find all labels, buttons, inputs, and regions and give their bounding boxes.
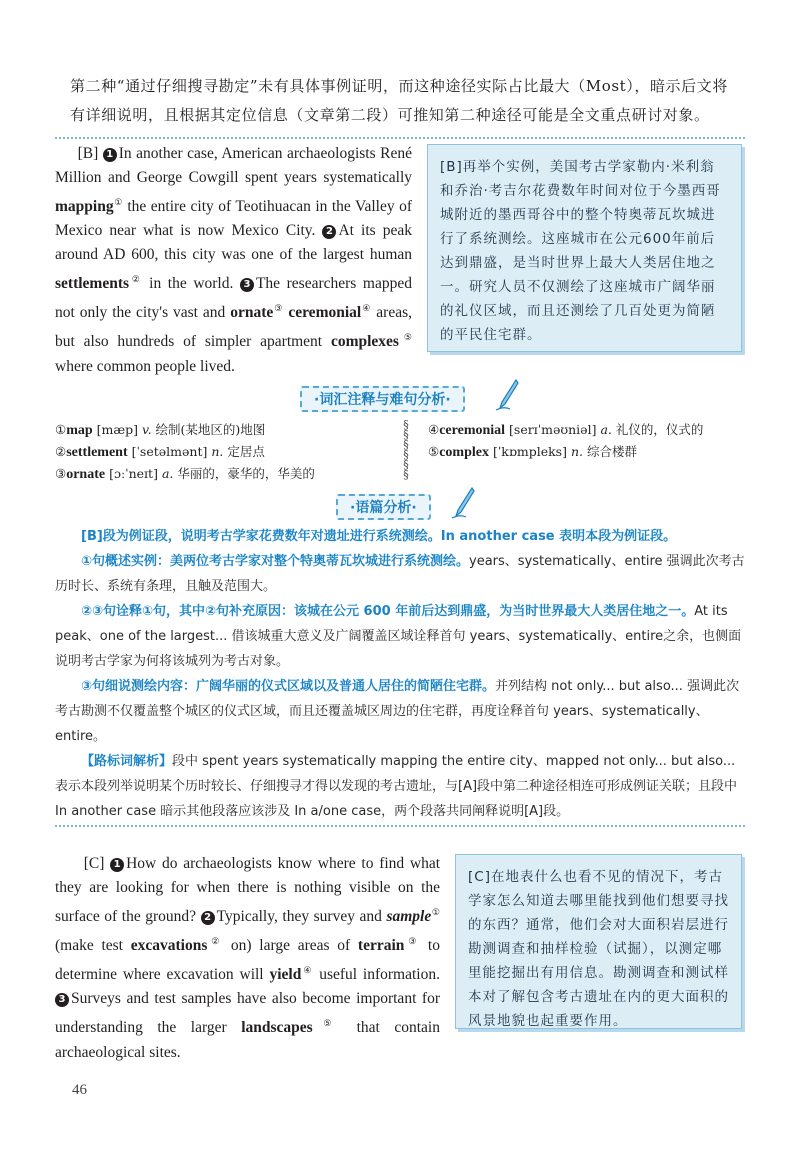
keyword: complexes <box>330 333 399 351</box>
vocab-item: ④ceremonial [serɪˈməʊniəl] a. 礼仪的，仪式的 <box>428 422 704 438</box>
paragraph-label: [B] <box>77 145 99 162</box>
keyword: settlements <box>55 275 130 293</box>
keyword: ornate <box>230 304 274 322</box>
sentence-number: 2 <box>322 225 336 239</box>
pen-icon <box>450 486 476 520</box>
keyword: landscapes <box>241 1019 313 1037</box>
sentence-number: 3 <box>55 993 69 1007</box>
pen-icon <box>494 378 520 412</box>
page-number: 46 <box>72 1082 87 1098</box>
keyword: terrain <box>357 937 405 955</box>
discourse-analysis: [B]段为例证段，说明考古学家花费数年对遗址进行系统测绘。In another case 表明本段为例证段。 ①句概述实例：美两位考古学家对整个特奥蒂瓦坎城进行系统测绘。years、systematically、entire 强调此次考古历时长、系统有条理，且触及范围大。 ②③句诠释①句，其中②句补充原因：该城在公元 600 年前后达到鼎盛，为当时世界最大人类居住地之一。At its peak、one of the largest... 借该城重大意义及广阔覆盖区域诠释首句 years、systematically、entire之余，也侧面说明考古学家为何将该城列为考古对象。 ③句细说测绘内容：广阔华丽的仪式区域以及普通人居住的简陋住宅群。并列结构 not only... but also... 强调此次考古勘测不仅覆盖整个城区的仪式区域，而且还覆盖城区周边的住宅群，再度诠释首句 years、systematically、entire。 【路标词解析】段中 spent years systematically mapping the entire city、mapped not only... but also... 表示本段列举说明某个历时较长、仔细搜寻才得以发现的考古遗址，与[A]段中第二种途径相连可形成例证关联；且段中 In another case 暗示其他段落应该涉及 In a/one case，两个段落共同阐释说明[A]段。 <box>55 529 745 819</box>
keyword: mapping <box>55 198 114 216</box>
vocab-item: ⑤complex [ˈkɒmpleks] n. 综合楼群 <box>428 444 637 460</box>
passage-c-english: [C] 1 How do archaeologists know where to find what they are looking for when there is nothing visible on the surface of the ground? 2 Typically, they survey and sample① (make test excavations② on) large areas of terrain③ to determine where excavation will yield④ useful information. 3 Surveys and test samples have also become important for understanding the larger landscapes⑤ that contain archaeological sites. <box>55 855 441 1061</box>
paragraph-label: [C] <box>83 855 105 872</box>
sentence-number: 3 <box>240 278 254 292</box>
keyword: ceremonial <box>288 304 362 322</box>
intro-paragraph: 第二种“通过仔细搜寻勘定”未有具体事例证明，而这种途径实际占比最大（Most），暗示后文将有详细说明，且根据其定位信息（文章第二段）可推知第二种途径可能是全文重点研讨对象。 <box>70 77 728 124</box>
divider <box>55 137 745 139</box>
vocab-section-header: ·词汇注释与难句分析· <box>300 386 465 412</box>
divider <box>55 825 745 827</box>
keyword: excavations <box>130 937 208 955</box>
column-separator: § § § § § § <box>403 418 409 481</box>
vocab-list-right <box>428 419 748 463</box>
passage-b-translation: [B]再举个实例，美国考古学家勒内·米利翁和乔治·考吉尔花费数年时间对位于今墨西哥城附近的墨西哥谷中的整个特奥蒂瓦坎城进行了系统测绘。这座城市在公元600年前后达到鼎盛，是当时世界上最大人类居住地之一。研究人员不仅测绘了这座城市广阔华丽的礼仪区域，而且还测绘了几百处更为简陋的平民住宅群。 <box>427 144 742 352</box>
keyword: sample <box>386 908 432 926</box>
passage-b-english: [B] 1 In another case, American archaeologists René Million and George Cowgill spent years systematically mapping① the entire city of Teotihuacan in the Valley of Mexico near what is now Mexico City. 2 At its peak around AD 600, this city was one of the largest human settlements② in the world. 3 The researchers mapped not only the city's vast and ornate③ ceremonial④ areas, but also hundreds of simpler apartment complexes⑤ where common people lived. <box>55 145 413 375</box>
vocab-item: ①map [mæp] v. 绘制(某地区的)地图 <box>55 422 266 438</box>
vocab-item: ②settlement [ˈsetəlmənt] n. 定居点 <box>55 444 265 460</box>
vocab-list-left <box>55 419 395 485</box>
passage-c-translation: [C]在地表什么也看不见的情况下，考古学家怎么知道去哪里能找到他们想要寻找的东西？通常，他们会对大面积岩层进行勘测调查和抽样检验（试掘），以测定哪里能挖掘出有用信息。勘测调查和测试样本对了解包含考古遗址在内的更大面积的风景地貌也起重要作用。 <box>455 854 742 1029</box>
sentence-number: 2 <box>201 911 215 925</box>
vocab-item: ③ornate [ɔːˈneɪt] a. 华丽的，豪华的，华美的 <box>55 466 315 482</box>
sentence-number: 1 <box>103 148 117 162</box>
analysis-section-header: ·语篇分析· <box>336 494 431 520</box>
keyword: yield <box>269 966 302 984</box>
sentence-number: 1 <box>110 858 124 872</box>
